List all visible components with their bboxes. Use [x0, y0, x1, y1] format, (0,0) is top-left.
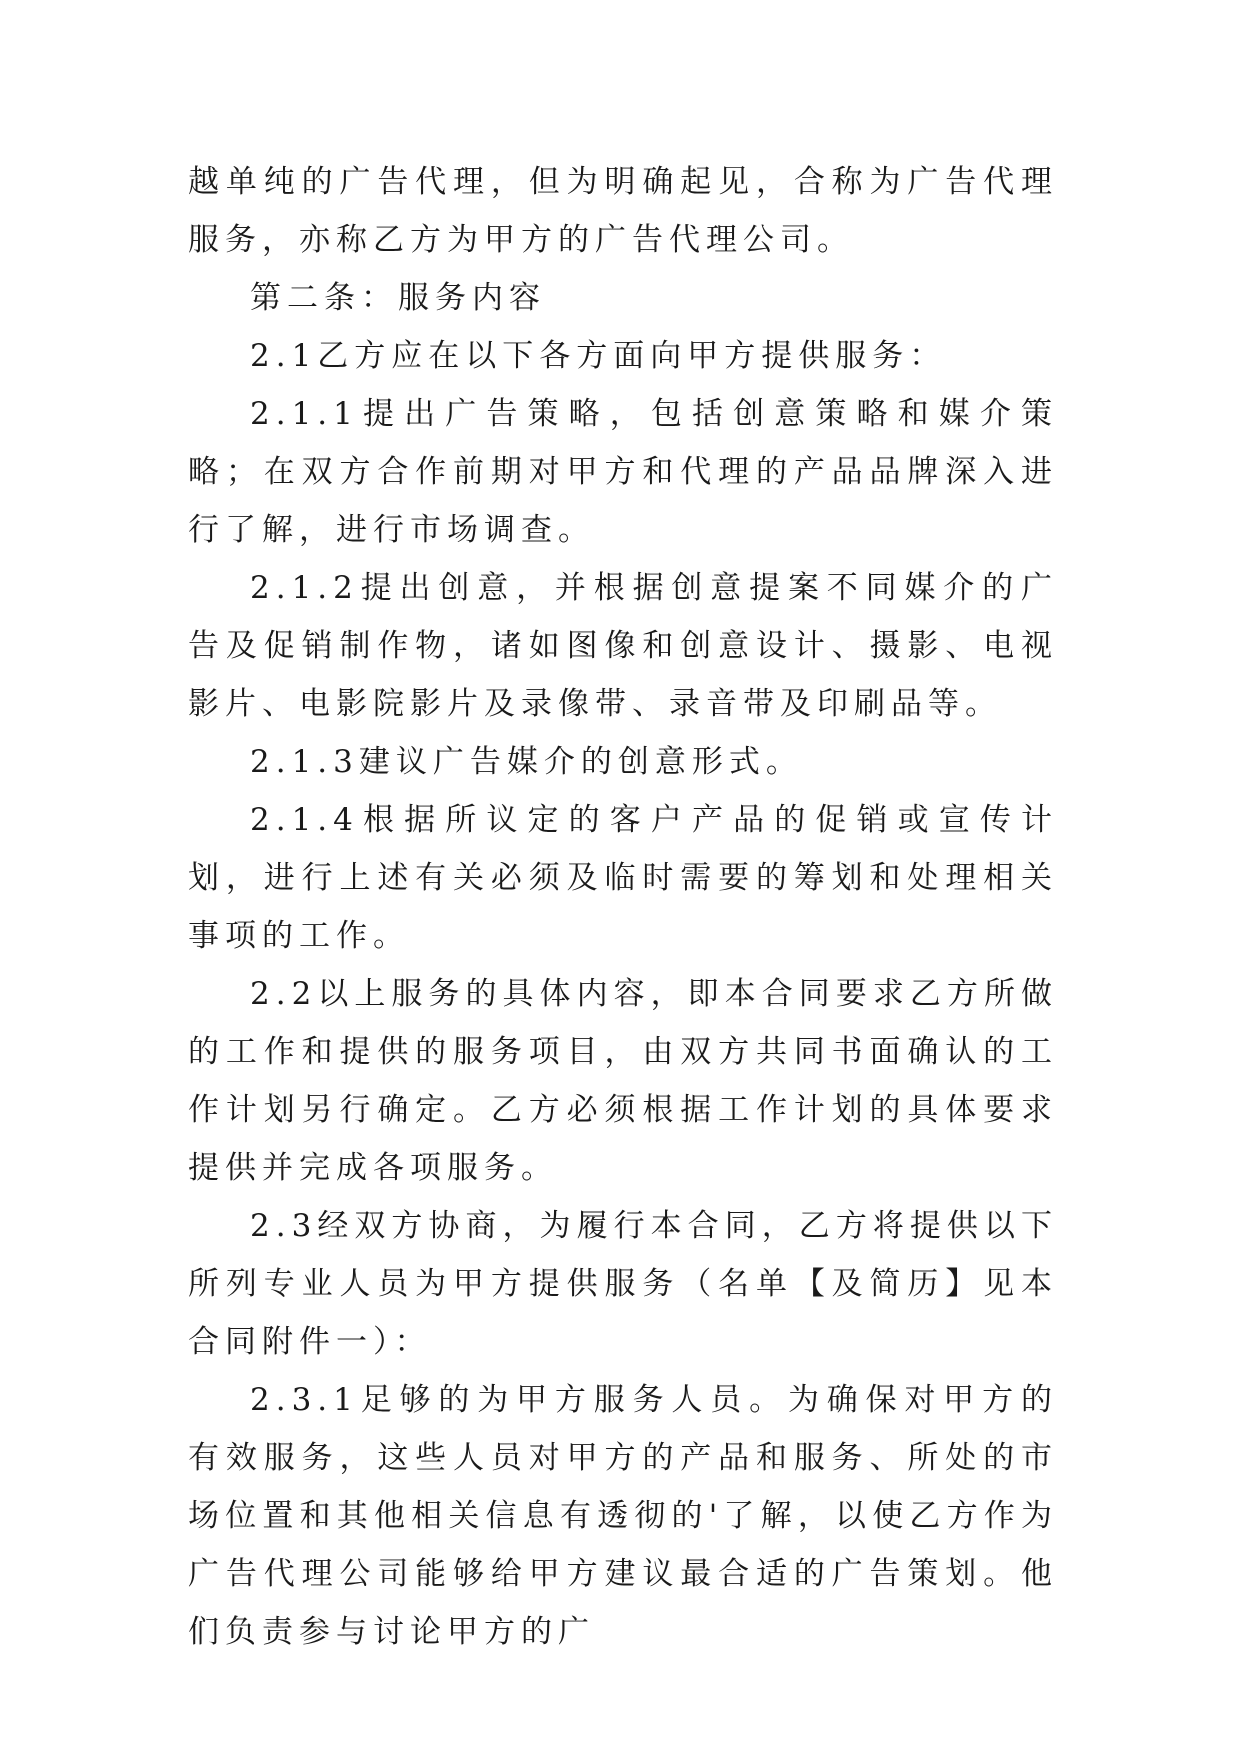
clause-2-1-4: 2.1.4根据所议定的客户产品的促销或宣传计划，进行上述有关必须及临时需要的筹划和处理相关事项的工作。: [188, 802, 1058, 954]
clause-2-1-1: 2.1.1提出广告策略，包括创意策略和媒介策略；在双方合作前期对甲方和代理的产品品牌深入进行了解，进行市场调查。: [188, 396, 1058, 548]
clause-2-1: 2.1乙方应在以下各方面向甲方提供服务：: [250, 338, 947, 374]
paragraph-intro-continuation: 越单纯的广告代理，但为明确起见，合称为广告代理服务，亦称乙方为甲方的广告代理公司。: [188, 164, 1058, 258]
clause-2-3: 2.3经双方协商，为履行本合同，乙方将提供以下所列专业人员为甲方提供服务（名单【及简历】见本合同附件一）：: [188, 1208, 1058, 1360]
clause-2-3-1: 2.3.1足够的为甲方服务人员。为确保对甲方的有效服务，这些人员对甲方的产品和服务、所处的市场位置和其他相关信息有透彻的'了解，以使乙方作为广告代理公司能够给甲方建议最合适的广告策划。他们负责参与讨论甲方的广: [188, 1382, 1058, 1650]
clause-2-2: 2.2以上服务的具体内容，即本合同要求乙方所做的工作和提供的服务项目，由双方共同书面确认的工作计划另行确定。乙方必须根据工作计划的具体要求提供并完成各项服务。: [188, 976, 1058, 1186]
section-heading-article-2: 第二条：服务内容: [250, 280, 546, 316]
clause-2-1-3: 2.1.3建议广告媒介的创意形式。: [250, 744, 803, 780]
document-body: [188, 153, 1058, 1661]
clause-2-1-2: 2.1.2提出创意，并根据创意提案不同媒介的广告及促销制作物，诸如图像和创意设计、摄影、电视影片、电影院影片及录像带、录音带及印刷品等。: [188, 570, 1058, 722]
